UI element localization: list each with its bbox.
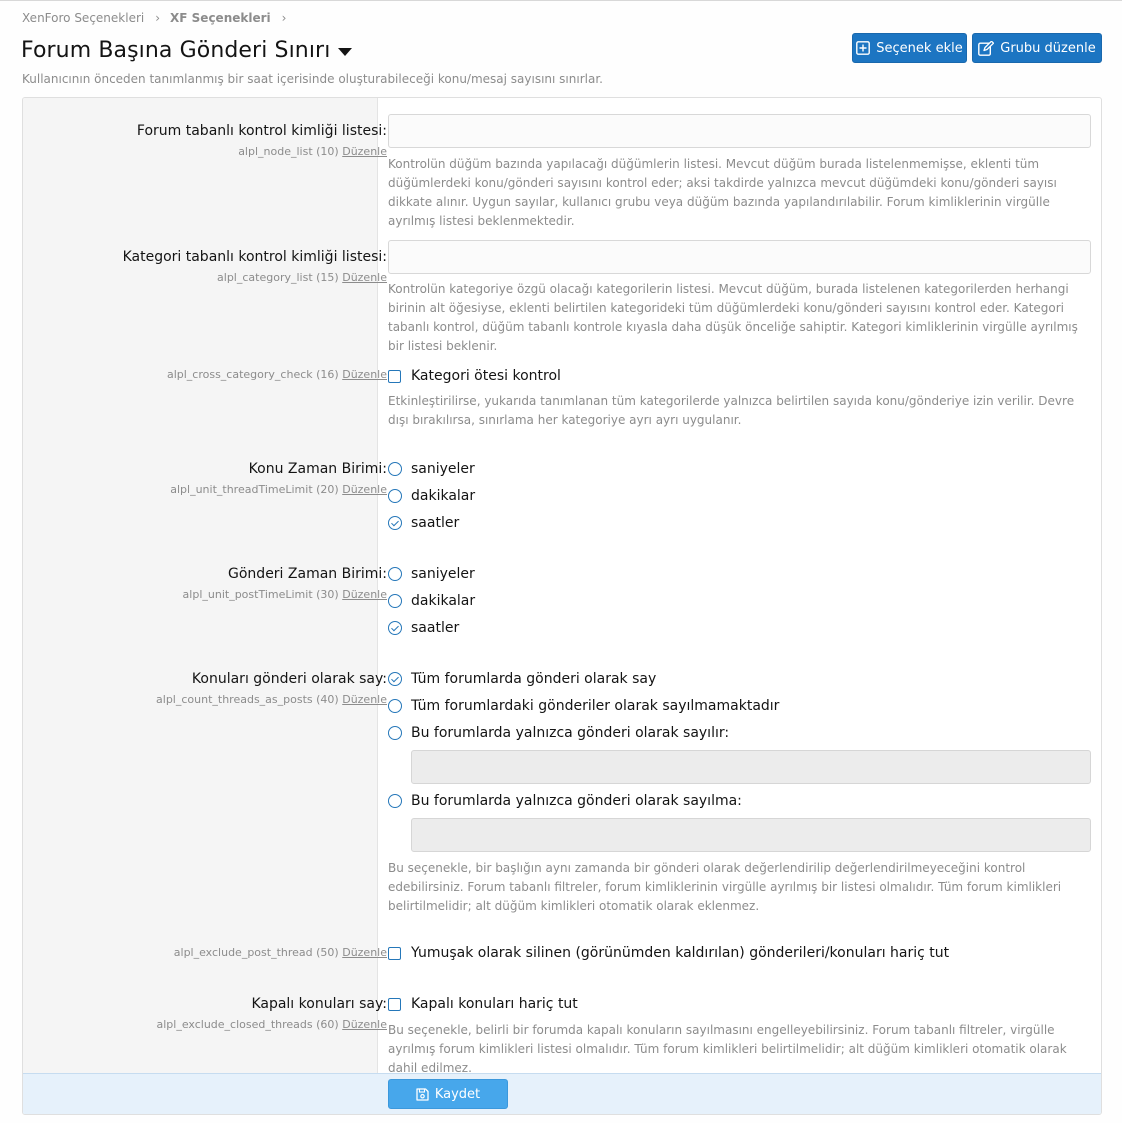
node-list-input[interactable] — [388, 114, 1091, 148]
edit-option-link[interactable]: Düzenle — [342, 483, 387, 496]
include-forums-input[interactable] — [411, 750, 1091, 784]
save-label: Kaydet — [434, 1086, 481, 1102]
thread-unit-radio-minutes[interactable] — [388, 487, 475, 505]
radio-icon — [388, 699, 402, 713]
radio-label: saniyeler — [411, 566, 475, 582]
radio-label: Bu forumlarda yalnızca gönderi olarak sayılma: — [411, 793, 742, 809]
option-id: alpl_exclude_closed_threads (60) — [156, 1018, 339, 1031]
post-unit-radio-minutes[interactable] — [388, 592, 475, 610]
add-option-label: Seçenek ekle — [876, 40, 963, 56]
page-title-text: Forum Başına Gönderi Sınırı — [21, 37, 331, 63]
closed-threads-explain: Bu seçenekle, belirli bir forumda kapalı konuların sayılmasını engelleyebilirsiniz. Forum tabanlı filtreler, virgülle ayrılmış forum kimlikleri listesi olmalıdır. Tüm forum kimlikleri belirtilmelidir; alt düğüm kimlikleri otomatik olarak dahil edilmez. — [388, 1023, 1067, 1075]
plus-square-icon — [856, 41, 870, 55]
closed-threads-label: Kapalı konuları say: — [251, 996, 387, 1012]
thread-time-unit-label: Konu Zaman Birimi: — [248, 461, 387, 477]
category-list-hint — [217, 271, 387, 284]
radio-label: dakikalar — [411, 488, 476, 504]
exclude-soft-deleted-checkbox[interactable] — [388, 944, 949, 962]
option-id: alpl_node_list (10) — [238, 145, 339, 158]
category-list-label: Kategori tabanlı kontrol kimliği listesi: — [122, 249, 387, 265]
save-button[interactable] — [388, 1079, 508, 1109]
cross-category-checkbox-label: Kategori ötesi kontrol — [411, 368, 561, 384]
exclude-closed-threads-label: Kapalı konuları hariç tut — [411, 996, 578, 1012]
post-unit-radio-seconds[interactable] — [388, 565, 475, 583]
cross-category-explain: Etkinleştirilirse, yukarıda tanımlanan tüm kategorilerde yalnızca belirtilen sayıda konu/gönderiye izin verilir. Devre dışı bırakılırsa, sınırlama her kategoriye ayrı ayrı uygulanır. — [388, 394, 1075, 427]
radio-label: saatler — [411, 515, 460, 531]
category-list-input[interactable] — [388, 240, 1091, 274]
edit-option-link[interactable]: Düzenle — [342, 693, 387, 706]
caret-down-icon[interactable] — [338, 48, 352, 56]
closed-threads-hint — [156, 1018, 387, 1031]
thread-unit-radio-seconds[interactable] — [388, 460, 475, 478]
cross-category-checkbox[interactable] — [388, 367, 561, 385]
thread-time-unit-hint — [170, 483, 387, 496]
checkbox-icon — [388, 947, 401, 960]
node-list-label: Forum tabanlı kontrol kimliği listesi: — [136, 123, 387, 139]
count-threads-hint — [156, 693, 387, 706]
option-id: alpl_cross_category_check (16) — [166, 368, 339, 381]
page-description: Kullanıcının önceden tanımlanmış bir saat içerisinde oluşturabileceği konu/mesaj sayısını sınırlar. — [22, 72, 603, 86]
exclude-closed-threads-checkbox[interactable] — [388, 995, 578, 1013]
edit-icon — [978, 41, 994, 56]
top-border — [0, 0, 1122, 1]
post-unit-radio-hours[interactable] — [388, 619, 459, 637]
chevron-right-icon: › — [155, 11, 161, 25]
option-id: alpl_unit_postTimeLimit (30) — [182, 588, 339, 601]
post-time-unit-label: Gönderi Zaman Birimi: — [228, 566, 387, 582]
node-list-explain: Kontrolün düğüm bazında yapılacağı düğümlerin listesi. Mevcut düğüm burada listelenmemişse, eklenti tüm düğümlerdeki konu/gönderi sayısını kontrol eder; aksi takdirde yalnızca mevcut düğümdeki konu/gönderi sayısı dikkate alınır. Uygun sayılar, kullanıcı grubu veya düğüm bazında yapılandırılabilir. Forum kimliklerinin virgülle ayrılmış listesi beklenmektedir. — [388, 157, 1057, 228]
radio-checked-icon — [388, 516, 402, 530]
exclude-post-thread-hint — [174, 946, 387, 959]
checkbox-icon — [388, 370, 401, 383]
edit-group-button[interactable] — [972, 33, 1102, 63]
node-list-hint — [238, 145, 387, 158]
count-threads-radio-exclude[interactable] — [388, 792, 742, 810]
radio-icon — [388, 489, 402, 503]
edit-option-link[interactable]: Düzenle — [342, 1018, 387, 1031]
radio-label: dakikalar — [411, 593, 476, 609]
category-list-explain: Kontrolün kategoriye özgü olacağı kategorilerin listesi. Mevcut düğüm, burada listelenen kategorilerden herhangi birinin alt öğesiyse, eklenti belirtilen kategorideki tüm düğümlerdeki konu/gönderi sayısını kontrol eder. Kategori tabanlı kontrol, düğüm tabanlı kontrole kıyasla daha düşük önceliğe sahiptir. Kategori kimliklerinin virgülle ayrılmış bir listesi beklenir. — [388, 282, 1078, 353]
count-threads-radio-include[interactable] — [388, 724, 729, 742]
thread-unit-radio-hours[interactable] — [388, 514, 459, 532]
label-column — [23, 98, 378, 1073]
exclude-forums-input[interactable] — [411, 818, 1091, 852]
edit-option-link[interactable]: Düzenle — [342, 271, 387, 284]
post-time-unit-hint — [183, 588, 387, 601]
count-threads-radio-none[interactable] — [388, 697, 779, 715]
chevron-right-icon: › — [281, 11, 287, 25]
option-id: alpl_unit_threadTimeLimit (20) — [170, 483, 339, 496]
radio-label: Bu forumlarda yalnızca gönderi olarak sayılır: — [411, 725, 730, 741]
option-id: alpl_exclude_post_thread (50) — [173, 946, 339, 959]
radio-label: Tüm forumlardaki gönderiler olarak sayılmamaktadır — [411, 698, 780, 714]
option-id: alpl_category_list (15) — [217, 271, 339, 284]
breadcrumb-item-xenforo-options[interactable]: XenForo Seçenekleri — [22, 11, 145, 25]
radio-label: Tüm forumlarda gönderi olarak say — [411, 671, 657, 687]
cross-category-hint — [167, 368, 387, 381]
count-threads-label: Konuları gönderi olarak say: — [191, 671, 387, 687]
radio-icon — [388, 726, 402, 740]
radio-icon — [388, 567, 402, 581]
checkbox-icon — [388, 998, 401, 1011]
save-icon — [416, 1088, 429, 1101]
add-option-button[interactable] — [852, 33, 967, 63]
radio-checked-icon — [388, 672, 402, 686]
radio-label: saniyeler — [411, 461, 475, 477]
count-threads-radio-all[interactable] — [388, 670, 656, 688]
edit-group-label: Grubu düzenle — [1000, 40, 1096, 56]
radio-checked-icon — [388, 621, 402, 635]
edit-option-link[interactable]: Düzenle — [342, 946, 387, 959]
count-threads-explain: Bu seçenekle, bir başlığın aynı zamanda bir gönderi olarak değerlendirilip değerlendirilmeyeceğini kontrol edebilirsiniz. Forum tabanlı filtreler, forum kimliklerinin virgülle ayrılmış bir listesi olmalıdır. Tüm forum kimlikleri belirtilmelidir; alt düğüm kimlikleri otomatik olarak eklenmez. — [388, 861, 1062, 913]
edit-option-link[interactable]: Düzenle — [342, 145, 387, 158]
edit-option-link[interactable]: Düzenle — [342, 588, 387, 601]
breadcrumb-item-xf-options[interactable]: XF Seçenekleri — [170, 11, 271, 25]
option-id: alpl_count_threads_as_posts (40) — [156, 693, 339, 706]
form-footer — [23, 1073, 1101, 1115]
edit-option-link[interactable]: Düzenle — [342, 368, 387, 381]
exclude-soft-deleted-label: Yumuşak olarak silinen (görünümden kaldırılan) gönderileri/konuları hariç tut — [411, 945, 950, 961]
page-title — [21, 34, 352, 66]
radio-icon — [388, 794, 402, 808]
radio-icon — [388, 462, 402, 476]
radio-label: saatler — [411, 620, 460, 636]
breadcrumb — [22, 10, 296, 26]
radio-icon — [388, 594, 402, 608]
